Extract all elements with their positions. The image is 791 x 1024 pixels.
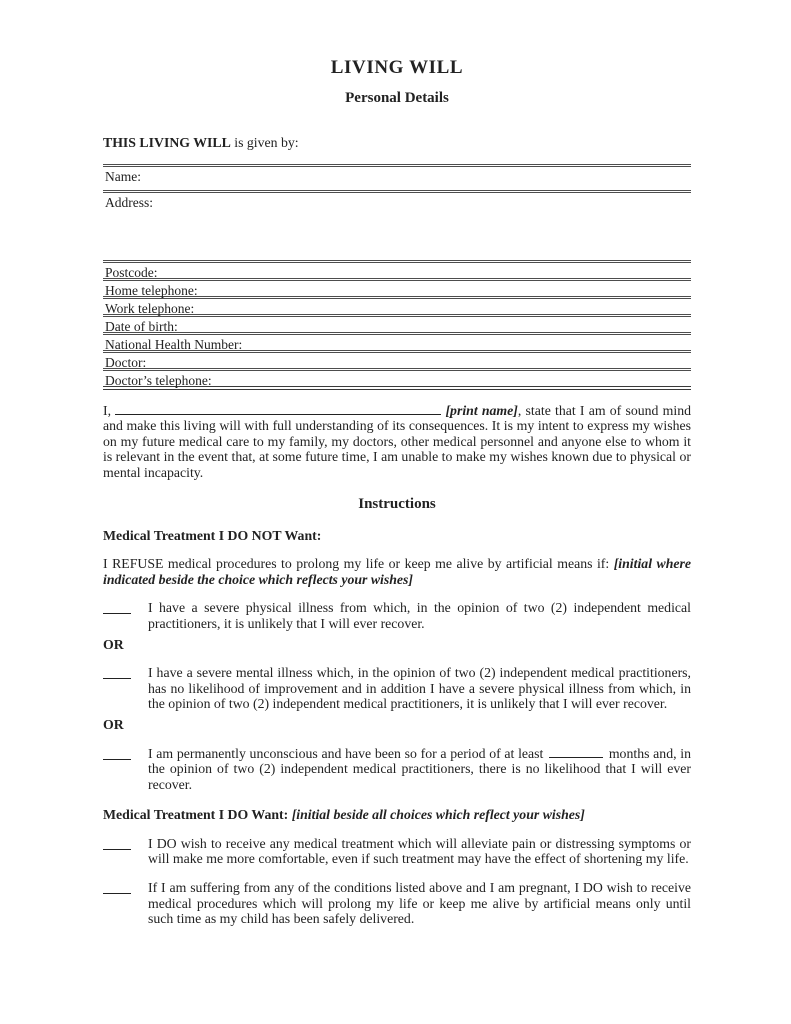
refuse-intro-paragraph (103, 556, 691, 587)
initial-blank-2[interactable] (103, 665, 131, 679)
field-label-home-telephone: Home telephone: (105, 282, 198, 298)
do-want-heading: Medical Treatment I DO Want: (103, 807, 289, 823)
field-label-postcode: Postcode: (105, 264, 158, 280)
do-not-want-heading: Medical Treatment I DO NOT Want: (103, 527, 322, 543)
refuse-intro-note: [initial where indicated beside the choice which reflects your wishes] (103, 556, 692, 587)
initial-blank-3[interactable] (103, 746, 131, 760)
field-row-address (103, 190, 691, 260)
given-by-line (103, 135, 691, 151)
field-row-name (103, 164, 691, 190)
do-not-want-option-1-text: I have a severe physical illness from which, in the opinion of two (2) independent medical practitioners, it is unlikely that I will ever recover. (148, 600, 691, 631)
do-not-want-option-3-text (148, 746, 691, 793)
do-want-option-1-text: I DO wish to receive any medical treatment which will alleviate pain or distressing symptoms or will make me more comfortable, even if such treatment may have the effect of shortening my life. (148, 835, 691, 867)
instructions-heading: Instructions (358, 495, 436, 512)
field-label-name: Name: (105, 168, 141, 184)
do-want-option-2-text: If I am suffering from any of the conditions listed above and I am pregnant, I DO wish to receive medical procedures which will prolong my life or keep me alive by artificial means only until such time as my child has been safely delivered. (148, 880, 691, 927)
field-label-national-health-number: National Health Number: (105, 336, 243, 352)
field-row-doctors-telephone (103, 368, 691, 386)
refuse-intro-text: I REFUSE medical procedures to prolong my life or keep me alive by artificial means if: (103, 556, 610, 572)
field-row-date-of-birth (103, 314, 691, 332)
initial-blank-4[interactable] (103, 836, 131, 850)
do-want-heading-line (103, 807, 691, 823)
initial-blank-1[interactable] (103, 600, 131, 614)
do-want-option-2 (103, 880, 691, 927)
option-3-text-before: I am permanently unconscious and have been so for a period of at least (148, 745, 544, 761)
print-name-note: [print name] (445, 402, 518, 418)
field-label-doctor: Doctor: (105, 354, 147, 370)
months-blank[interactable] (549, 746, 603, 758)
personal-details-table (103, 164, 691, 390)
do-not-want-option-2 (103, 665, 691, 712)
print-name-blank[interactable] (115, 403, 441, 415)
field-label-date-of-birth: Date of birth: (105, 318, 178, 334)
document-subtitle: Personal Details (345, 90, 449, 106)
initial-blank-5[interactable] (103, 880, 131, 894)
declaration-text: , state that I am of sound mind and make this living will with full understanding of its consequences. It is my intent to express my wishes on my future medical care to my family, my doctors, other medical personnel and anyone else to whom it is relevant in the event that, at some future time, I am unable to make my wishes known due to physical or mental incapacity. (103, 402, 691, 480)
document-title: LIVING WILL (330, 57, 464, 78)
field-row-doctor (103, 350, 691, 368)
field-row-work-telephone (103, 296, 691, 314)
field-row-national-health-number (103, 332, 691, 350)
do-want-option-1 (103, 836, 691, 867)
field-label-doctors-telephone: Doctor’s telephone: (105, 372, 212, 388)
option-3-text-after: months and, in the opinion of two (2) independent medical practitioners, there is no likelihood that I will ever recover. (148, 745, 691, 792)
given-by-rest: is given by: (230, 135, 299, 150)
do-not-want-option-3 (103, 746, 691, 793)
given-by-lead: THIS LIVING WILL (103, 135, 231, 150)
or-separator-1: OR (103, 636, 124, 652)
declaration-paragraph (103, 403, 691, 481)
field-label-address: Address: (105, 194, 153, 210)
do-not-want-option-2-text: I have a severe mental illness which, in the opinion of two (2) independent medical practitioners, has no likelihood of improvement and in addition I have a severe physical illness from which, in the opinion of two (2) independent medical practitioners, it is unlikely that I will ever recover. (148, 665, 691, 712)
or-separator-2: OR (103, 716, 124, 732)
field-row-home-telephone (103, 278, 691, 296)
do-want-heading-note: [initial beside all choices which reflect your wishes] (291, 807, 585, 823)
field-row-postcode (103, 260, 691, 278)
field-label-work-telephone: Work telephone: (105, 300, 195, 316)
declaration-prefix: I, (103, 402, 112, 418)
do-not-want-option-1 (103, 600, 691, 631)
